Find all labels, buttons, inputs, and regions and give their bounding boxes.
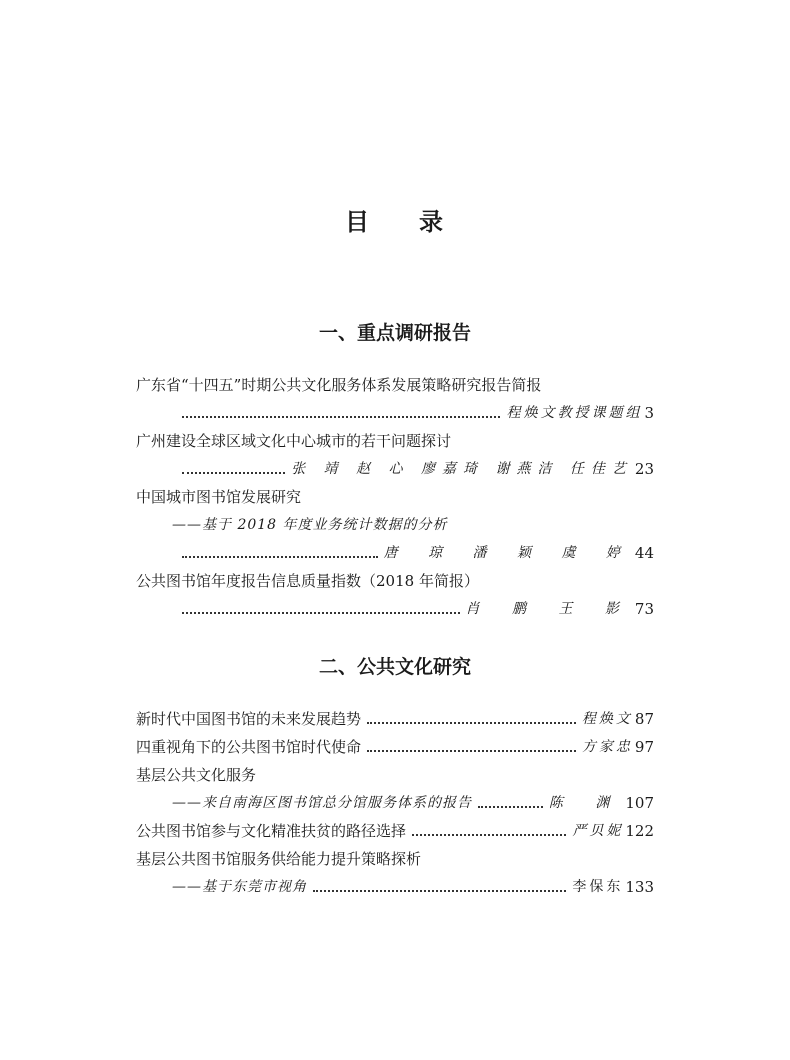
toc-entry-title: 新时代中国图书馆的未来发展趋势 [136,710,362,728]
toc-entry-title: 公共图书馆年度报告信息质量指数（2018 年简报） [136,572,479,590]
section-heading-2: 二、公共文化研究 [318,656,471,678]
toc-entry-title: 公共图书馆参与文化精准扶贫的路径选择 [136,822,407,840]
toc-entry-page: 73 [634,600,654,618]
toc-entry-title: 基层公共文化服务 [136,766,257,784]
toc-entry-title: 中国城市图书馆发展研究 [136,488,302,506]
dot-leader [182,612,460,614]
dot-leader [478,806,543,808]
toc-entry-author: 程焕文 [581,711,633,727]
toc-entry-author: 唐 琼 潘 颖 虞 婷 [383,545,633,561]
dot-leader [182,416,500,418]
dot-leader [367,750,576,752]
toc-entry-row [176,597,654,621]
toc-entry-title: 四重视角下的公共图书馆时代使命 [136,738,362,756]
toc-entry-subtitle: ——基于东莞市视角 [172,879,307,895]
toc-entry-page: 97 [634,738,654,756]
toc-entry-page: 3 [644,404,654,422]
toc-entry-author: 陈 渊 [548,795,624,811]
toc-entry-subtitle: ——基于 2018 年度业务统计数据的分析 [172,517,448,533]
toc-entry-row [176,541,654,565]
toc-entry-author: 李保东 [572,879,624,895]
toc-entry-page: 107 [625,794,654,812]
toc-entry-page: 122 [625,822,654,840]
toc-entry-title: 广州建设全球区域文化中心城市的若干问题探讨 [136,432,452,450]
toc-entry-subtitle: ——来自南海区图书馆总分馆服务体系的报告 [172,795,472,811]
toc-entry-row [136,819,654,843]
dot-leader [182,556,378,558]
toc-entry-row [136,735,654,759]
toc-entry-author: 肖 鹏 王 影 [465,601,633,617]
dot-leader [412,834,566,836]
toc-entry-author: 方家忠 [581,739,633,755]
dot-leader [313,890,566,892]
toc-entry-author: 张 靖 赵 心 廖嘉琦 谢燕洁 任佳艺 [291,461,633,477]
toc-entry-page: 133 [625,878,654,896]
toc-entry-page: 23 [634,460,654,478]
toc-entry-row [176,457,654,481]
title-char-left: 目 [345,208,371,236]
toc-entry-row [176,401,654,425]
section-heading-1: 一、重点调研报告 [318,322,471,344]
toc-entry-row [136,707,654,731]
dot-leader [367,722,576,724]
toc-entry-row [172,875,654,899]
dot-leader [182,472,285,474]
toc-entry-author: 程焕文教授课题组 [506,405,643,421]
toc-entry-title: 广东省“十四五”时期公共文化服务体系发展策略研究报告简报 [136,376,542,394]
toc-entry-row [172,791,654,815]
toc-entry-title: 基层公共图书馆服务供给能力提升策略探析 [136,850,422,868]
toc-entry-page: 87 [634,710,654,728]
title-char-right: 录 [419,208,445,236]
page-title [0,202,790,237]
toc-entry-author: 严贝妮 [572,823,624,839]
toc-entry-page: 44 [634,544,654,562]
